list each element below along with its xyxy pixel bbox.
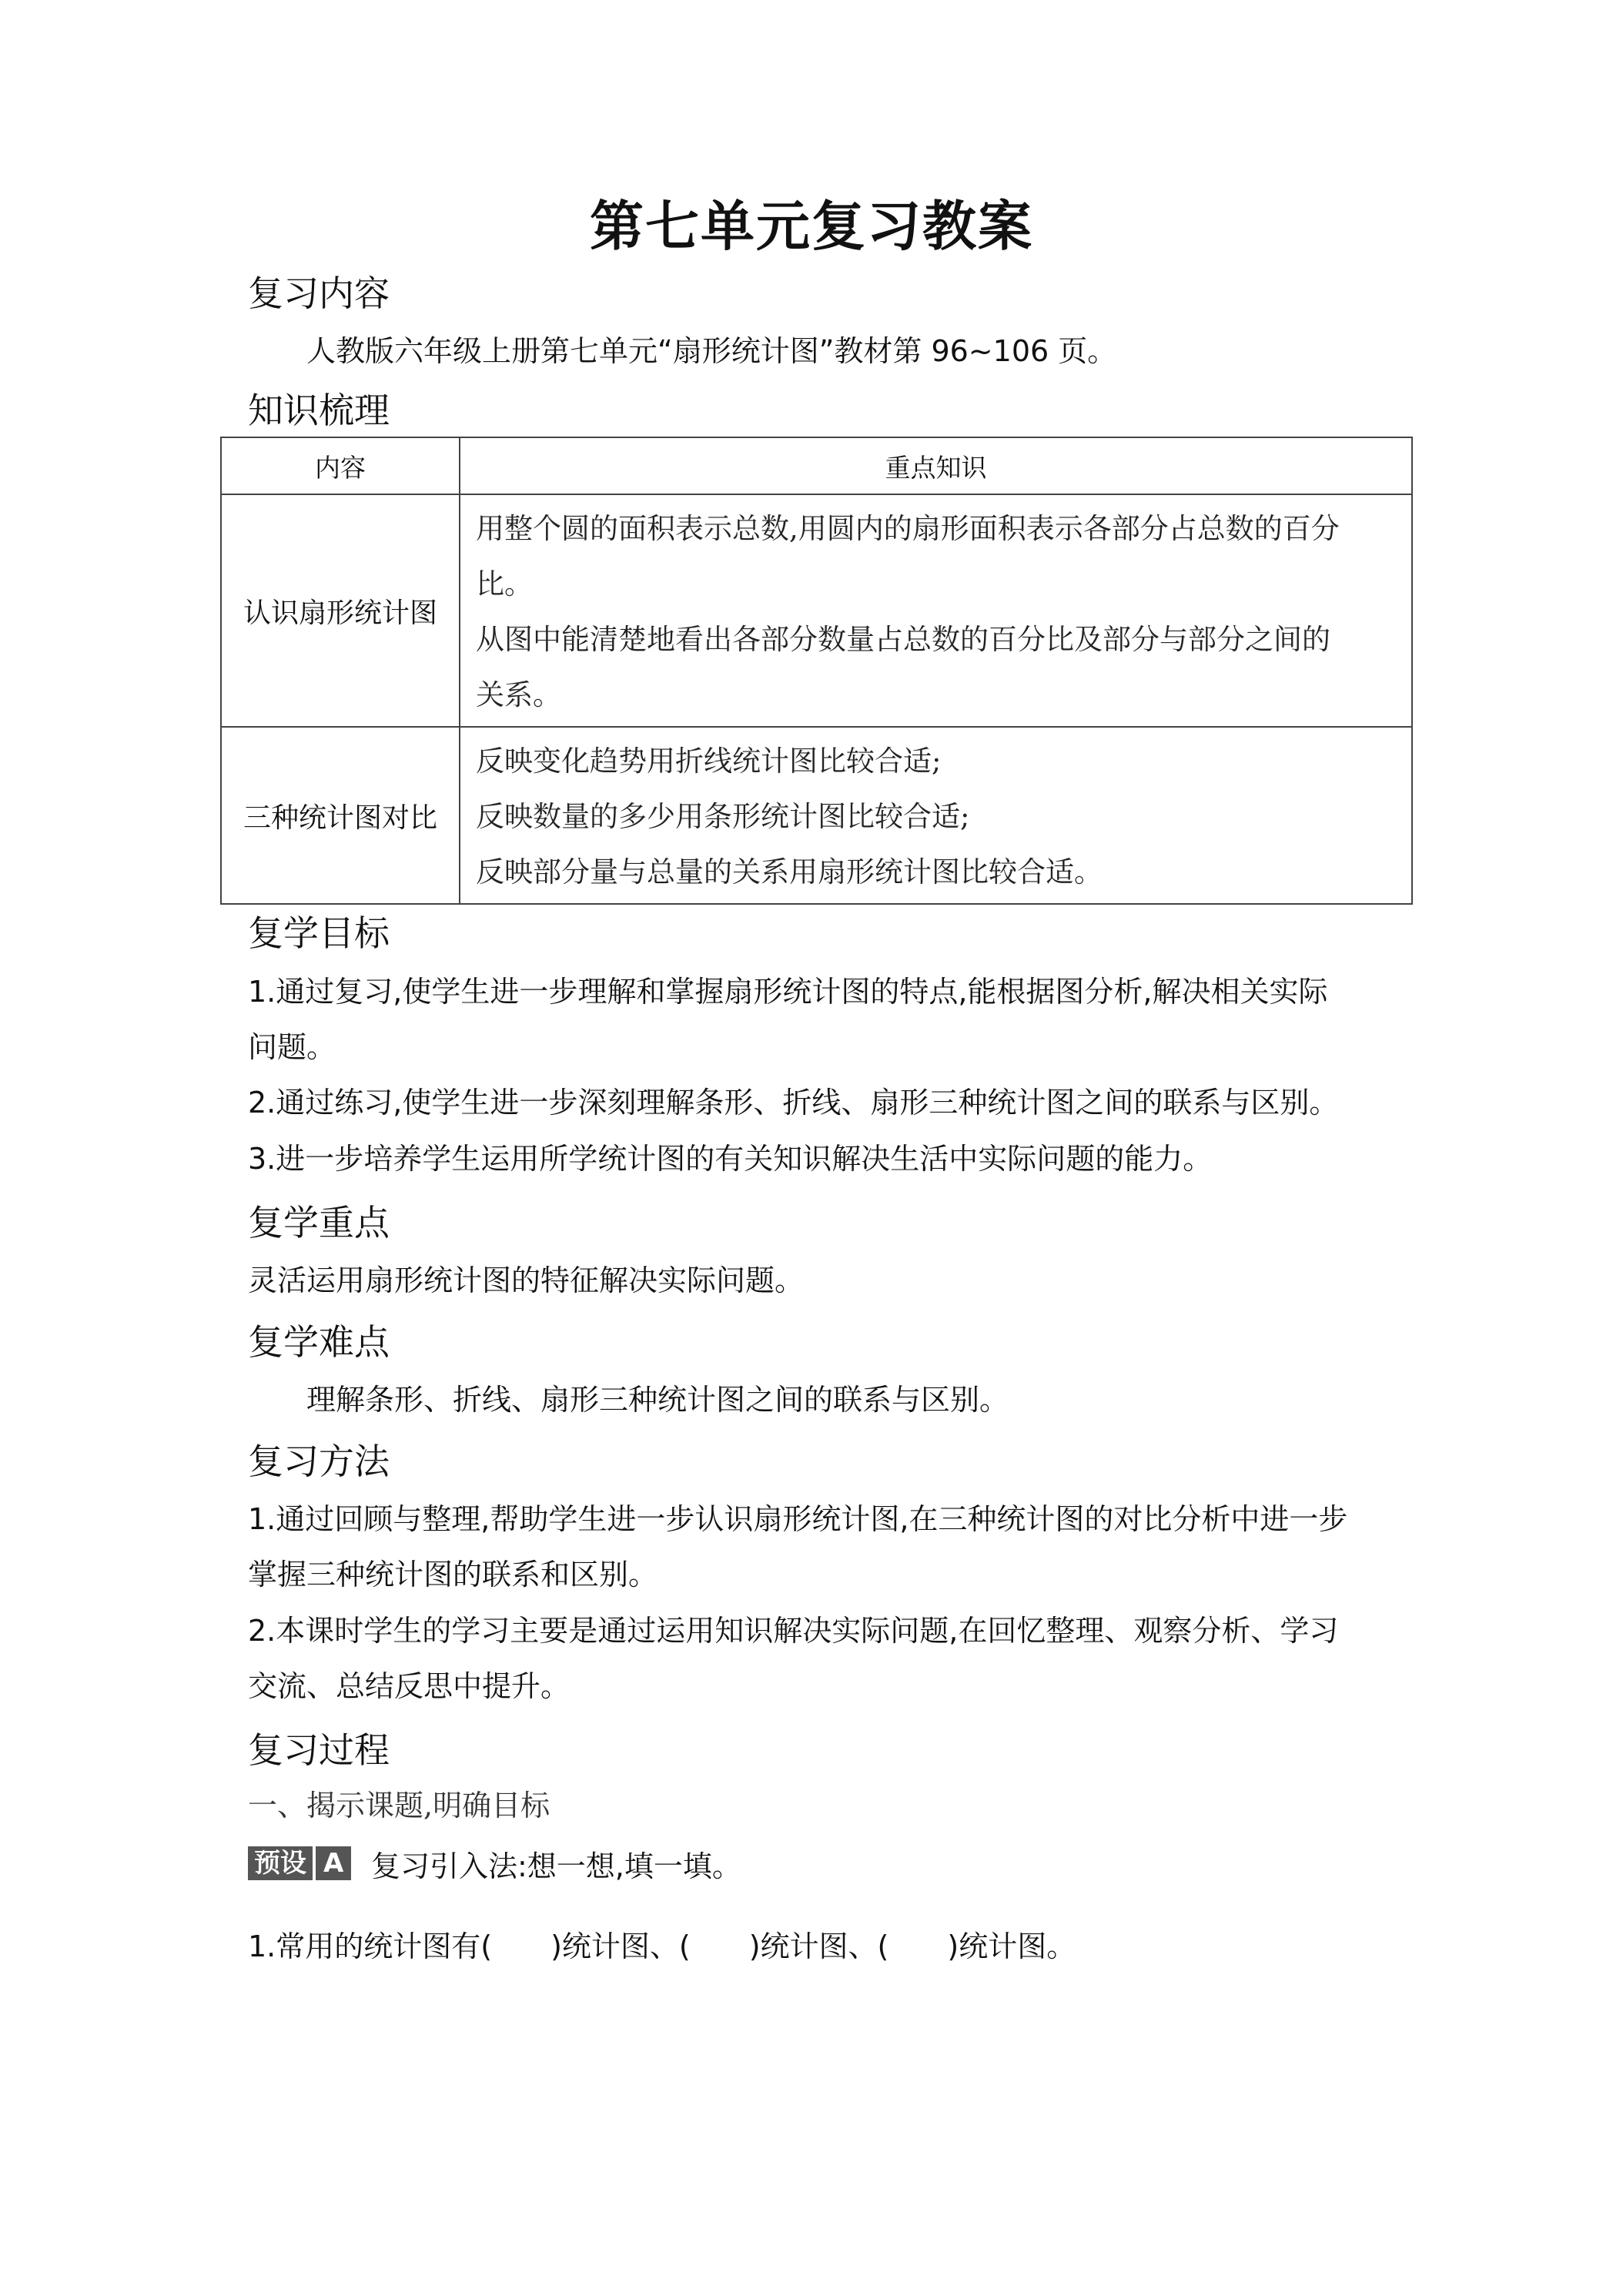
page-title: 第七单元复习教案 — [590, 195, 1033, 258]
knowledge-line: 反映变化趋势用折线统计图比较合适; — [476, 745, 942, 778]
goal-line: 问题。 — [248, 1030, 336, 1064]
knowledge-line: 比。 — [476, 567, 533, 601]
table-cell-knowledge — [460, 494, 1412, 727]
method-line: 交流、总结反思中提升。 — [248, 1669, 571, 1703]
content-text: 人教版六年级上册第七单元“扇形统计图”教材第 96~106 页。 — [306, 334, 1117, 368]
knowledge-line: 反映数量的多少用条形统计图比较合适; — [476, 800, 970, 833]
section-heading-difficulty: 复学难点 — [248, 1321, 390, 1363]
preset-badge — [248, 1846, 351, 1880]
section-heading-knowledge: 知识梳理 — [248, 390, 390, 431]
section-heading-key-point: 复学重点 — [248, 1202, 390, 1243]
preset-badge-letter: A — [316, 1846, 351, 1880]
section-heading-goals: 复学目标 — [248, 912, 390, 954]
knowledge-line: 反映部分量与总量的关系用扇形统计图比较合适。 — [476, 855, 1103, 889]
difficulty-text: 理解条形、折线、扇形三种统计图之间的联系与区别。 — [306, 1383, 1009, 1417]
goal-line: 2.通过练习,使学生进一步深刻理解条形、折线、扇形三种统计图之间的联系与区别。 — [248, 1086, 1339, 1120]
method-line: 掌握三种统计图的联系和区别。 — [248, 1558, 658, 1591]
table-cell-topic: 三种统计图对比 — [221, 727, 460, 904]
preset-text: 复习引入法:想一想,填一填。 — [371, 1849, 741, 1883]
table-cell-knowledge — [460, 727, 1412, 904]
section-heading-process: 复习过程 — [248, 1729, 390, 1771]
table-row — [221, 494, 1412, 727]
preset-badge-label: 预设 — [248, 1846, 313, 1880]
section-heading-method: 复习方法 — [248, 1441, 390, 1482]
goal-line: 1.通过复习,使学生进一步理解和掌握扇形统计图的特点,能根据图分析,解决相关实际 — [248, 975, 1328, 1009]
goal-line: 3.进一步培养学生运用所学统计图的有关知识解决生活中实际问题的能力。 — [248, 1142, 1213, 1176]
question-line: 1.常用的统计图有( )统计图、( )统计图、( )统计图。 — [248, 1930, 1076, 1963]
knowledge-line: 从图中能清楚地看出各部分数量占总数的百分比及部分与部分之间的 — [476, 623, 1330, 656]
method-line: 2.本课时学生的学习主要是通过运用知识解决实际问题,在回忆整理、观察分析、学习 — [248, 1614, 1339, 1648]
method-line: 1.通过回顾与整理,帮助学生进一步认识扇形统计图,在三种统计图的对比分析中进一步 — [248, 1502, 1348, 1536]
knowledge-line: 关系。 — [476, 678, 561, 711]
section-heading-content: 复习内容 — [248, 273, 390, 314]
table-row — [221, 727, 1412, 904]
knowledge-table — [220, 437, 1413, 905]
knowledge-line: 用整个圆的面积表示总数,用圆内的扇形面积表示各部分占总数的百分 — [476, 512, 1340, 545]
table-header-row — [221, 437, 1412, 494]
table-header-topic: 内容 — [221, 437, 460, 494]
table-cell-topic: 认识扇形统计图 — [221, 494, 460, 727]
key-point-text: 灵活运用扇形统计图的特征解决实际问题。 — [248, 1263, 805, 1297]
process-step: 一、揭示课题,明确目标 — [248, 1789, 550, 1822]
table-header-key-knowledge: 重点知识 — [460, 437, 1412, 494]
